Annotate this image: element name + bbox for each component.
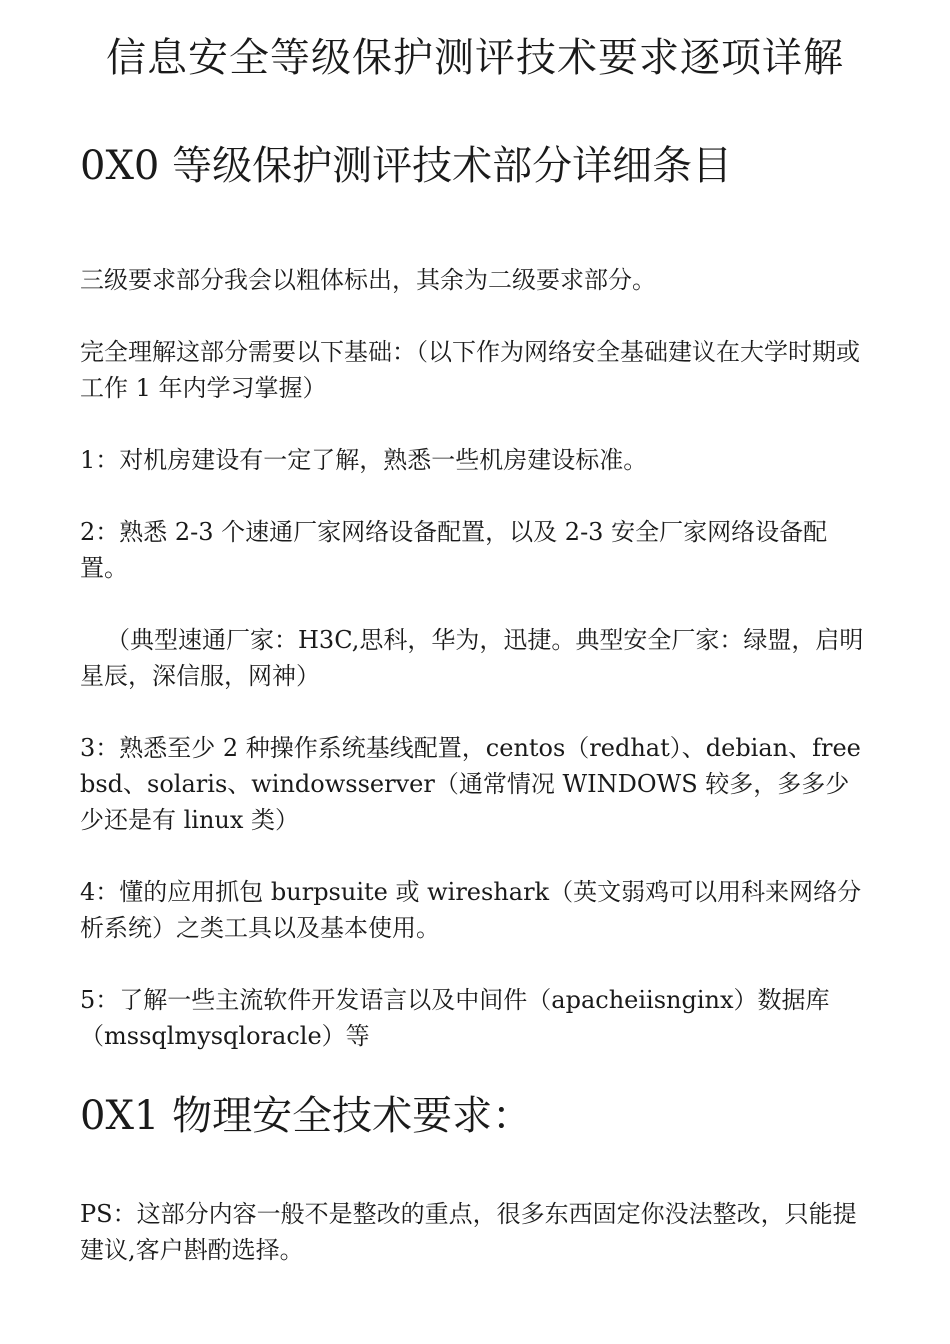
paragraph-vendor-note: （典型速通厂家：H3C,思科，华为，迅捷。典型安全厂家：绿盟，启明星辰，深信服，网神） <box>80 626 864 690</box>
paragraph-intro: 三级要求部分我会以粗体标出，其余为二级要求部分。 <box>80 266 656 294</box>
paragraph-item-2: 2：熟悉 2-3 个速通厂家网络设备配置，以及 2-3 安全厂家网络设备配置。 <box>80 518 828 582</box>
paragraph-item-4: 4：懂的应用抓包 burpsuite 或 wireshark（英文弱鸡可以用科来网络分析系统）之类工具以及基本使用。 <box>80 878 862 942</box>
paragraph-ps-note: PS：这部分内容一般不是整改的重点，很多东西固定你没法整改，只能提建议,客户斟酌选择。 <box>80 1200 857 1264</box>
paragraph-item-5: 5：了解一些主流软件开发语言以及中间件（apacheiisnginx）数据库（mssqlmysqloracle）等 <box>80 986 830 1050</box>
paragraph-item-3: 3：熟悉至少 2 种操作系统基线配置，centos（redhat）、debian、freebsd、solaris、windowsserver（通常情况 WINDOWS 较多，多多少少还是有 linux 类） <box>80 734 861 834</box>
paragraph-item-1: 1：对机房建设有一定了解，熟悉一些机房建设标准。 <box>80 446 648 474</box>
section-heading-0x0: 0X0 等级保护测评技术部分详细条目 <box>80 143 733 189</box>
paragraph-prerequisites: 完全理解这部分需要以下基础：（以下作为网络安全基础建议在大学时期或工作 1 年内学习掌握） <box>80 338 860 402</box>
document-title: 信息安全等级保护测评技术要求逐项详解 <box>106 35 844 81</box>
section-heading-0x1: 0X1 物理安全技术要求： <box>80 1093 533 1139</box>
